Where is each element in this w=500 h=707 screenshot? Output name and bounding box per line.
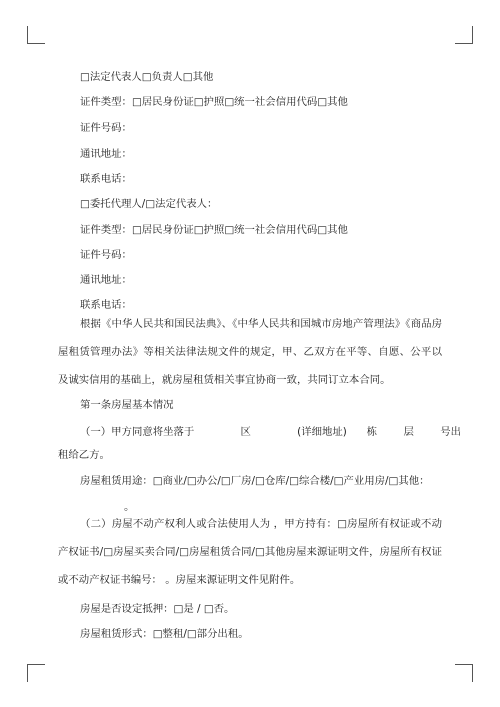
agent-address-line: 通讯地址：	[80, 274, 132, 286]
lease-usage-end: 。	[124, 501, 135, 513]
id-number-line: 证件号码：	[80, 122, 132, 134]
legal-basis-paragraph: 根据《中华人民共和国民法典》、《中华人民共和国城市房地产管理法》《商品房屋租赁管理办法》等相关法律法规文件的规定，甲、乙双方在平等、自愿、公平以及诚实信用的基础上，就房屋租赁相关事宜协商一致，共同订立本合同。	[58, 318, 442, 386]
article-1-clause-1: （一）甲方同意将坐落于 区 (详细地址) 栋 层 号出	[80, 426, 462, 438]
phone-line: 联系电话：	[80, 173, 132, 185]
representative-type-line: □法定代表人□负责人□其他	[80, 71, 214, 83]
article-1-clause-2: （二）房屋不动产权利人或合法使用人为 ，甲方持有：□房屋所有权证或不动产权证书/□房屋买卖合同/□房屋租赁合同/□其他房屋来源证明文件，房屋所有权证或不动产权证书编号： 。房屋来源证明文件见附件。	[58, 518, 442, 586]
address-line: 通讯地址：	[80, 148, 132, 160]
article-1-clause-1-continued: 租给乙方。	[58, 449, 110, 461]
mortgage-line: 房屋是否设定抵押：□是 / □否。	[80, 603, 235, 615]
agent-id-type-line: 证件类型：□居民身份证□护照□统一社会信用代码□其他	[80, 224, 348, 236]
agent-phone-line: 联系电话：	[80, 299, 132, 311]
lease-usage-line: 房屋租赁用途：□商业/□办公/□厂房/□仓库/□综合楼/□产业用房/□其他：	[80, 475, 430, 487]
article-1-title: 第一条房屋基本情况	[80, 399, 174, 411]
id-type-line: 证件类型：□居民身份证□护照□统一社会信用代码□其他	[80, 96, 348, 108]
lease-form-line: 房屋租赁形式：□整租/□部分出租。	[80, 628, 249, 640]
agent-id-number-line: 证件号码：	[80, 249, 132, 261]
agent-line: □委托代理人/□法定代表人：	[80, 198, 218, 210]
